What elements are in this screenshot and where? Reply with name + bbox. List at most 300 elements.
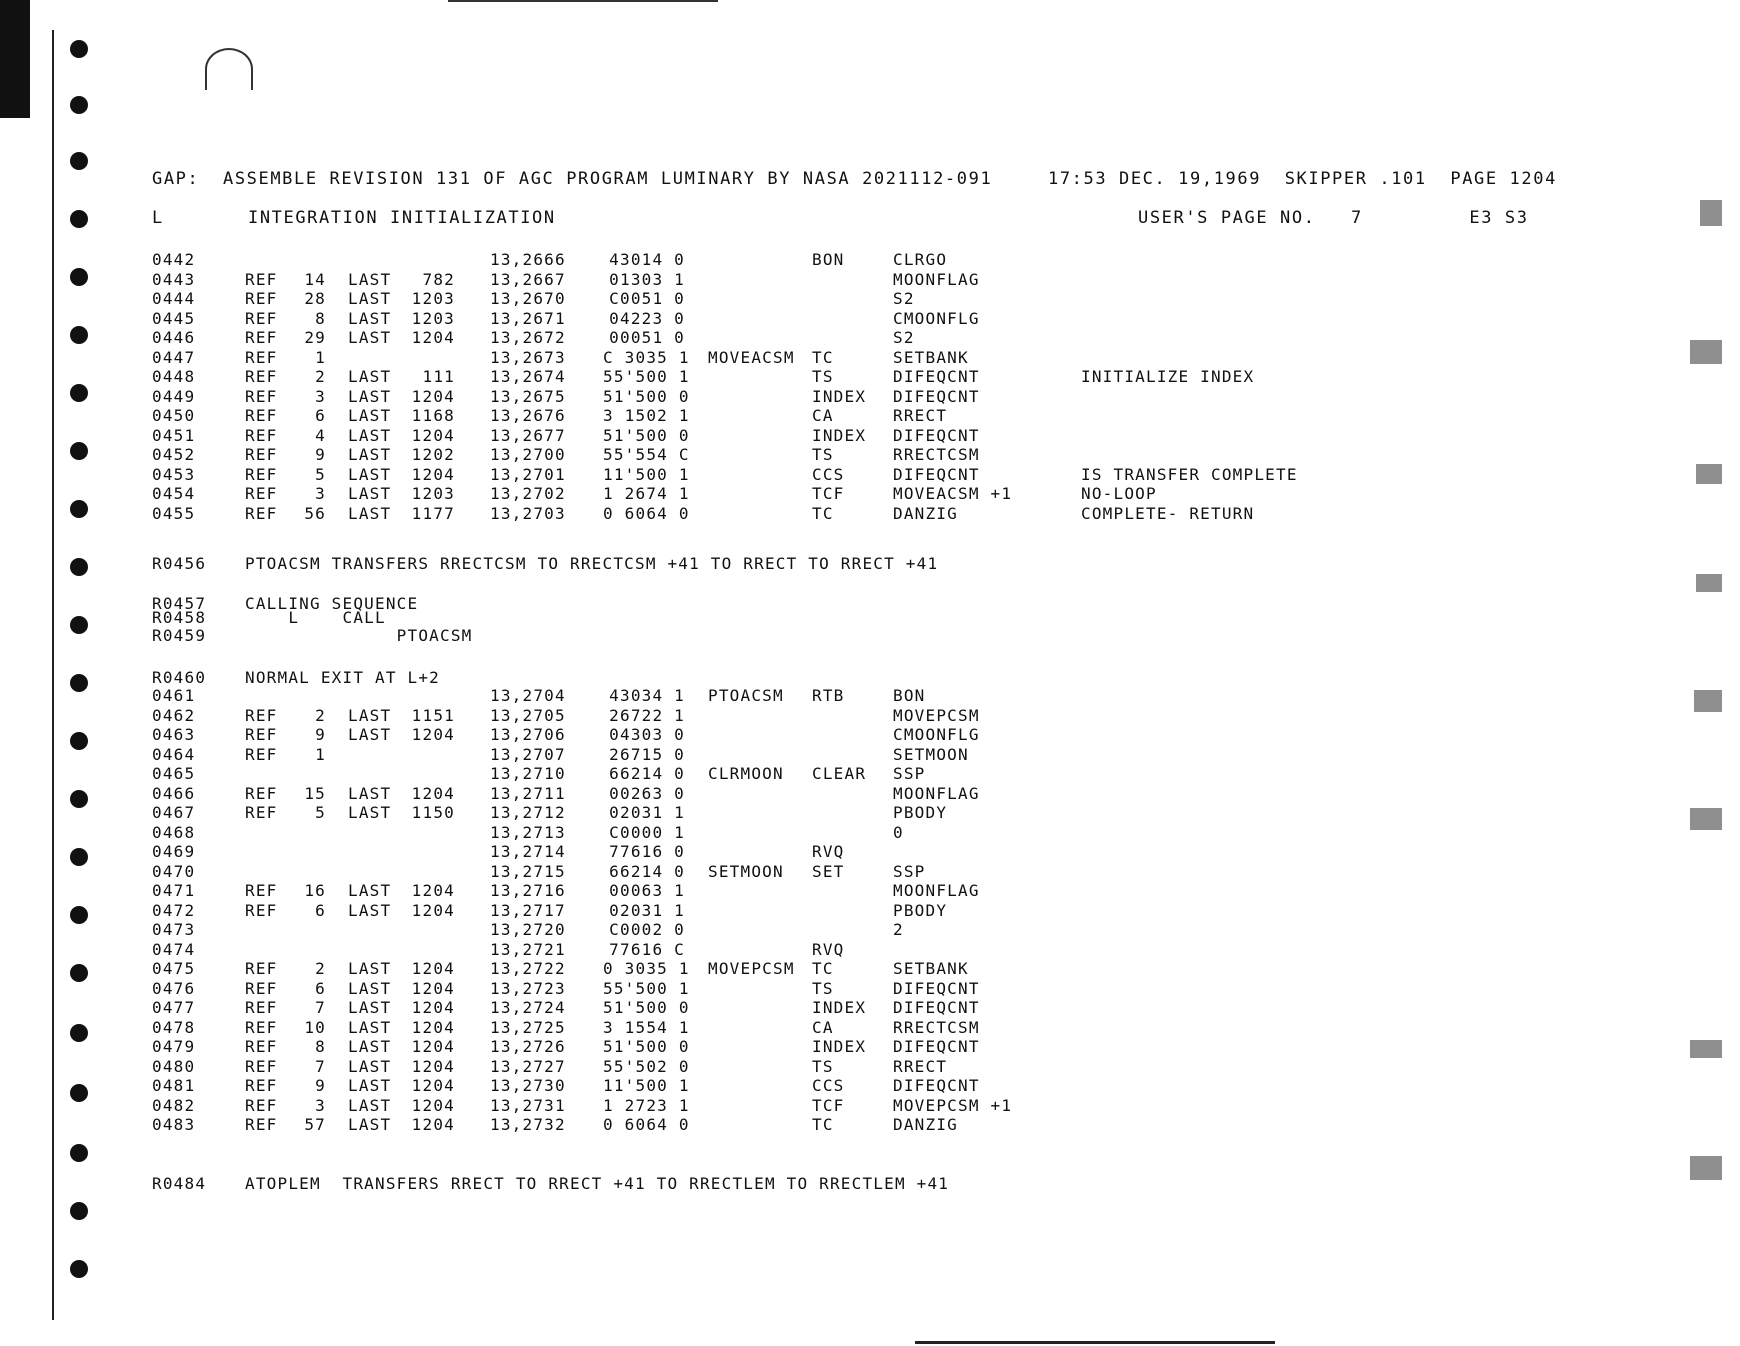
listing-row	[0, 959, 1600, 977]
cell-seq: 0474	[152, 940, 196, 959]
cell-refn: 8	[315, 1037, 326, 1056]
cell-operand: 0	[893, 823, 904, 842]
cell-seq: 0480	[152, 1057, 196, 1076]
cell-refn: 6	[315, 901, 326, 920]
cell-operand: DIFEQCNT	[893, 1076, 980, 1095]
cell-lastn: 1177	[411, 504, 455, 523]
cell-seq: 0468	[152, 823, 196, 842]
cell-ref: REF	[245, 1037, 278, 1056]
cell-op: INDEX	[812, 387, 867, 406]
cell-operand: MOVEPCSM +1	[893, 1096, 1013, 1115]
remark-seq: R0456	[152, 554, 207, 573]
cell-operand: DANZIG	[893, 1115, 958, 1134]
cell-last: LAST	[348, 901, 392, 920]
cell-ref: REF	[245, 1115, 278, 1134]
listing-row	[0, 998, 1600, 1016]
cell-refn: 6	[315, 406, 326, 425]
cell-code: 3 1554 1	[603, 1018, 690, 1037]
cell-refn: 8	[315, 309, 326, 328]
cell-seq: 0448	[152, 367, 196, 386]
cell-addr: 13,2723	[490, 979, 566, 998]
cell-ref: REF	[245, 426, 278, 445]
cell-addr: 13,2701	[490, 465, 566, 484]
cell-op: TS	[812, 445, 834, 464]
cell-last: LAST	[348, 1096, 392, 1115]
cell-lastn: 1203	[411, 484, 455, 503]
remark-seq: R0484	[152, 1174, 207, 1193]
cell-ref: REF	[245, 309, 278, 328]
listing-row	[0, 979, 1600, 997]
cell-seq: 0452	[152, 445, 196, 464]
cell-code: 51'500 0	[603, 1037, 690, 1056]
cell-ref: REF	[245, 725, 278, 744]
cell-op: SET	[812, 862, 845, 881]
cell-code: 00051 0	[609, 328, 685, 347]
cell-last: LAST	[348, 959, 392, 978]
cell-lastn: 1204	[411, 979, 455, 998]
listing-timestamp: 17:53 DEC. 19,1969 SKIPPER .101 PAGE 1204	[1048, 169, 1557, 189]
cell-refn: 10	[304, 1018, 326, 1037]
cell-operand: MOONFLAG	[893, 270, 980, 289]
listing-row	[0, 250, 1600, 268]
cell-addr: 13,2730	[490, 1076, 566, 1095]
cell-last: LAST	[348, 426, 392, 445]
cell-refn: 4	[315, 426, 326, 445]
cell-label: MOVEPCSM	[708, 959, 795, 978]
cell-operand: CMOONFLG	[893, 309, 980, 328]
listing-row	[0, 862, 1600, 880]
cell-addr: 13,2674	[490, 367, 566, 386]
cell-refn: 7	[315, 998, 326, 1017]
cell-operand: RRECT	[893, 1057, 948, 1076]
listing-row	[0, 725, 1600, 743]
cell-operand: CMOONFLG	[893, 725, 980, 744]
remark-text: L CALL	[245, 608, 386, 627]
cell-op: TCF	[812, 1096, 845, 1115]
cell-code: 0 3035 1	[603, 959, 690, 978]
cell-addr: 13,2720	[490, 920, 566, 939]
cell-refn: 28	[304, 289, 326, 308]
cell-addr: 13,2677	[490, 426, 566, 445]
cell-refn: 9	[315, 725, 326, 744]
cell-seq: 0481	[152, 1076, 196, 1095]
cell-lastn: 1204	[411, 1057, 455, 1076]
cell-addr: 13,2712	[490, 803, 566, 822]
remark-seq: R0460	[152, 668, 207, 687]
cell-operand: DIFEQCNT	[893, 998, 980, 1017]
cell-lastn: 1204	[411, 959, 455, 978]
cell-addr: 13,2724	[490, 998, 566, 1017]
cell-op: TS	[812, 1057, 834, 1076]
cell-refn: 5	[315, 465, 326, 484]
cell-ref: REF	[245, 1018, 278, 1037]
cell-code: 55'500 1	[603, 367, 690, 386]
cell-refn: 1	[315, 745, 326, 764]
listing-row	[0, 881, 1600, 899]
cell-addr: 13,2732	[490, 1115, 566, 1134]
cell-code: 55'502 0	[603, 1057, 690, 1076]
listing-row	[0, 1057, 1600, 1075]
cell-addr: 13,2716	[490, 881, 566, 900]
cell-op: TC	[812, 504, 834, 523]
remark-seq: R0457	[152, 594, 207, 613]
listing-row	[0, 426, 1600, 444]
cell-code: 55'554 C	[603, 445, 690, 464]
cell-ref: REF	[245, 270, 278, 289]
cell-lastn: 1150	[411, 803, 455, 822]
cell-last: LAST	[348, 881, 392, 900]
cell-seq: 0478	[152, 1018, 196, 1037]
cell-ref: REF	[245, 406, 278, 425]
cell-operand: SETBANK	[893, 959, 969, 978]
cell-code: 77616 0	[609, 842, 685, 861]
cell-op: INDEX	[812, 998, 867, 1017]
cell-ref: REF	[245, 387, 278, 406]
cell-code: 02031 1	[609, 803, 685, 822]
cell-last: LAST	[348, 784, 392, 803]
cell-refn: 3	[315, 484, 326, 503]
cell-code: C0002 0	[609, 920, 685, 939]
listing-row	[0, 309, 1600, 327]
cell-op: TC	[812, 1115, 834, 1134]
listing-row	[0, 289, 1600, 307]
cell-code: 11'500 1	[603, 465, 690, 484]
cell-seq: 0443	[152, 270, 196, 289]
cell-seq: 0467	[152, 803, 196, 822]
cell-ref: REF	[245, 803, 278, 822]
cell-operand: MOONFLAG	[893, 881, 980, 900]
cell-code: 04223 0	[609, 309, 685, 328]
cell-lastn: 1204	[411, 725, 455, 744]
cell-seq: 0476	[152, 979, 196, 998]
cell-ref: REF	[245, 1057, 278, 1076]
cell-ref: REF	[245, 745, 278, 764]
remark-text: PTOACSM	[245, 626, 473, 645]
cell-seq: 0466	[152, 784, 196, 803]
cell-comment: IS TRANSFER COMPLETE	[1081, 465, 1298, 484]
cell-code: 1 2674 1	[603, 484, 690, 503]
cell-operand: SSP	[893, 764, 926, 783]
cell-op: CCS	[812, 465, 845, 484]
cell-ref: REF	[245, 504, 278, 523]
cell-operand: RRECTCSM	[893, 445, 980, 464]
cell-seq: 0482	[152, 1096, 196, 1115]
cell-addr: 13,2702	[490, 484, 566, 503]
listing-row	[0, 823, 1600, 841]
cell-operand: DIFEQCNT	[893, 387, 980, 406]
cell-addr: 13,2666	[490, 250, 566, 269]
cell-op: TCF	[812, 484, 845, 503]
cell-last: LAST	[348, 1057, 392, 1076]
listing-row	[0, 901, 1600, 919]
cell-lastn: 1204	[411, 426, 455, 445]
cell-seq: 0451	[152, 426, 196, 445]
cell-code: 77616 C	[609, 940, 685, 959]
listing-row	[0, 920, 1600, 938]
cell-code: 02031 1	[609, 901, 685, 920]
listing-row	[0, 387, 1600, 405]
cell-op: CA	[812, 406, 834, 425]
cell-addr: 13,2722	[490, 959, 566, 978]
cell-operand: DANZIG	[893, 504, 958, 523]
cell-addr: 13,2671	[490, 309, 566, 328]
cell-last: LAST	[348, 504, 392, 523]
cell-seq: 0463	[152, 725, 196, 744]
cell-lastn: 1151	[411, 706, 455, 725]
cell-lastn: 1204	[411, 998, 455, 1017]
cell-ref: REF	[245, 979, 278, 998]
cell-label: PTOACSM	[708, 686, 784, 705]
cell-refn: 14	[304, 270, 326, 289]
cell-addr: 13,2714	[490, 842, 566, 861]
cell-refn: 15	[304, 784, 326, 803]
cell-op: RVQ	[812, 842, 845, 861]
listing-row	[0, 348, 1600, 366]
cell-last: LAST	[348, 465, 392, 484]
listing-row	[0, 445, 1600, 463]
cell-lastn: 1203	[411, 309, 455, 328]
listing-row	[0, 1115, 1600, 1133]
listing-row	[0, 842, 1600, 860]
cell-lastn: 1204	[411, 881, 455, 900]
cell-refn: 2	[315, 706, 326, 725]
listing-row	[0, 504, 1600, 522]
remark-text: NORMAL EXIT AT L+2	[245, 668, 440, 687]
cell-op: INDEX	[812, 1037, 867, 1056]
cell-code: 01303 1	[609, 270, 685, 289]
cell-lastn: 1204	[411, 1037, 455, 1056]
cell-seq: 0453	[152, 465, 196, 484]
cell-operand: MOVEPCSM	[893, 706, 980, 725]
cell-last: LAST	[348, 1115, 392, 1134]
cell-op: RTB	[812, 686, 845, 705]
cell-addr: 13,2725	[490, 1018, 566, 1037]
cell-refn: 2	[315, 959, 326, 978]
cell-lastn: 111	[422, 367, 455, 386]
remark-text: PTOACSM TRANSFERS RRECTCSM TO RRECTCSM +41 TO RRECT TO RRECT +41	[245, 554, 939, 573]
cell-refn: 56	[304, 504, 326, 523]
cell-operand: SETMOON	[893, 745, 969, 764]
listing-row	[0, 764, 1600, 782]
cell-operand: SETBANK	[893, 348, 969, 367]
cell-lastn: 1204	[411, 328, 455, 347]
listing-row	[0, 1096, 1600, 1114]
listing-row	[0, 1076, 1600, 1094]
cell-op: BON	[812, 250, 845, 269]
remark-text: CALLING SEQUENCE	[245, 594, 419, 613]
listing-title: GAP: ASSEMBLE REVISION 131 OF AGC PROGRAM LUMINARY BY NASA 2021112-091	[152, 169, 993, 189]
cell-last: LAST	[348, 270, 392, 289]
cell-last: LAST	[348, 445, 392, 464]
listing-row	[0, 803, 1600, 821]
cell-label: CLRMOON	[708, 764, 784, 783]
cell-refn: 6	[315, 979, 326, 998]
cell-seq: 0442	[152, 250, 196, 269]
cell-label: SETMOON	[708, 862, 784, 881]
cell-seq: 0461	[152, 686, 196, 705]
cell-operand: DIFEQCNT	[893, 979, 980, 998]
cell-seq: 0444	[152, 289, 196, 308]
cell-addr: 13,2705	[490, 706, 566, 725]
cell-code: 55'500 1	[603, 979, 690, 998]
listing-row	[0, 784, 1600, 802]
cell-seq: 0472	[152, 901, 196, 920]
cell-refn: 3	[315, 1096, 326, 1115]
cell-lastn: 1204	[411, 1076, 455, 1095]
listing-row	[0, 367, 1600, 385]
cell-ref: REF	[245, 1076, 278, 1095]
cell-code: 51'500 0	[603, 387, 690, 406]
user-page-number: USER'S PAGE NO. 7 E3 S3	[1138, 208, 1529, 228]
cell-code: 0 6064 0	[603, 1115, 690, 1134]
cell-operand: MOONFLAG	[893, 784, 980, 803]
cell-lastn: 1202	[411, 445, 455, 464]
cell-comment: NO-LOOP	[1081, 484, 1157, 503]
cell-refn: 9	[315, 1076, 326, 1095]
cell-ref: REF	[245, 959, 278, 978]
listing-row	[0, 465, 1600, 483]
cell-operand: MOVEACSM +1	[893, 484, 1013, 503]
cell-seq: 0475	[152, 959, 196, 978]
cell-operand: PBODY	[893, 803, 948, 822]
cell-seq: 0465	[152, 764, 196, 783]
cell-op: TS	[812, 367, 834, 386]
cell-seq: 0447	[152, 348, 196, 367]
cell-code: 66214 0	[609, 764, 685, 783]
cell-seq: 0449	[152, 387, 196, 406]
cell-last: LAST	[348, 998, 392, 1017]
cell-seq: 0446	[152, 328, 196, 347]
cell-refn: 29	[304, 328, 326, 347]
cell-addr: 13,2721	[490, 940, 566, 959]
cell-operand: RRECT	[893, 406, 948, 425]
cell-refn: 5	[315, 803, 326, 822]
cell-operand: BON	[893, 686, 926, 705]
cell-op: TC	[812, 348, 834, 367]
cell-operand: S2	[893, 328, 915, 347]
cell-seq: 0450	[152, 406, 196, 425]
cell-refn: 2	[315, 367, 326, 386]
cell-addr: 13,2717	[490, 901, 566, 920]
cell-ref: REF	[245, 998, 278, 1017]
cell-last: LAST	[348, 484, 392, 503]
remark-seq: R0458	[152, 608, 207, 627]
cell-addr: 13,2704	[490, 686, 566, 705]
cell-op: RVQ	[812, 940, 845, 959]
cell-seq: 0455	[152, 504, 196, 523]
cell-last: LAST	[348, 706, 392, 725]
cell-addr: 13,2700	[490, 445, 566, 464]
cell-lastn: 1204	[411, 1096, 455, 1115]
cell-last: LAST	[348, 803, 392, 822]
cell-code: 04303 0	[609, 725, 685, 744]
cell-code: 43034 1	[609, 686, 685, 705]
cell-ref: REF	[245, 484, 278, 503]
cell-lastn: 1168	[411, 406, 455, 425]
cell-ref: REF	[245, 784, 278, 803]
cell-addr: 13,2726	[490, 1037, 566, 1056]
listing-row	[0, 484, 1600, 502]
cell-addr: 13,2713	[490, 823, 566, 842]
cell-code: 00263 0	[609, 784, 685, 803]
cell-operand: DIFEQCNT	[893, 465, 980, 484]
cell-refn: 57	[304, 1115, 326, 1134]
cell-code: 51'500 0	[603, 998, 690, 1017]
cell-seq: 0464	[152, 745, 196, 764]
listing-row	[0, 940, 1600, 958]
cell-ref: REF	[245, 706, 278, 725]
listing-row	[0, 270, 1600, 288]
cell-last: LAST	[348, 1037, 392, 1056]
cell-operand: SSP	[893, 862, 926, 881]
cell-op: CLEAR	[812, 764, 867, 783]
cell-refn: 1	[315, 348, 326, 367]
cell-op: CA	[812, 1018, 834, 1037]
cell-ref: REF	[245, 328, 278, 347]
cell-op: CCS	[812, 1076, 845, 1095]
cell-code: 26722 1	[609, 706, 685, 725]
cell-last: LAST	[348, 387, 392, 406]
cell-seq: 0462	[152, 706, 196, 725]
cell-last: LAST	[348, 406, 392, 425]
cell-lastn: 1203	[411, 289, 455, 308]
cell-ref: REF	[245, 289, 278, 308]
cell-addr: 13,2673	[490, 348, 566, 367]
cell-seq: 0469	[152, 842, 196, 861]
cell-last: LAST	[348, 367, 392, 386]
cell-addr: 13,2675	[490, 387, 566, 406]
cell-last: LAST	[348, 725, 392, 744]
cell-lastn: 1204	[411, 465, 455, 484]
cell-comment: COMPLETE- RETURN	[1081, 504, 1255, 523]
cell-lastn: 1204	[411, 901, 455, 920]
remark-seq: R0459	[152, 626, 207, 645]
section-title: INTEGRATION INITIALIZATION	[248, 208, 556, 228]
cell-operand: DIFEQCNT	[893, 426, 980, 445]
cell-lastn: 1204	[411, 1115, 455, 1134]
cell-code: 0 6064 0	[603, 504, 690, 523]
cell-operand: RRECTCSM	[893, 1018, 980, 1037]
cell-refn: 16	[304, 881, 326, 900]
cell-seq: 0483	[152, 1115, 196, 1134]
cell-seq: 0479	[152, 1037, 196, 1056]
listing-row	[0, 406, 1600, 424]
cell-addr: 13,2715	[490, 862, 566, 881]
cell-lastn: 1204	[411, 1018, 455, 1037]
cell-ref: REF	[245, 465, 278, 484]
cell-code: 3 1502 1	[603, 406, 690, 425]
cell-seq: 0473	[152, 920, 196, 939]
cell-code: 43014 0	[609, 250, 685, 269]
cell-seq: 0470	[152, 862, 196, 881]
cell-op: TS	[812, 979, 834, 998]
cell-ref: REF	[245, 901, 278, 920]
cell-seq: 0454	[152, 484, 196, 503]
cell-seq: 0477	[152, 998, 196, 1017]
cell-addr: 13,2676	[490, 406, 566, 425]
cell-last: LAST	[348, 1076, 392, 1095]
cell-addr: 13,2706	[490, 725, 566, 744]
cell-refn: 3	[315, 387, 326, 406]
cell-code: C0051 0	[609, 289, 685, 308]
cell-operand: CLRGO	[893, 250, 948, 269]
listing-row	[0, 1018, 1600, 1036]
cell-code: C 3035 1	[603, 348, 690, 367]
cell-last: LAST	[348, 979, 392, 998]
cell-code: 66214 0	[609, 862, 685, 881]
cell-addr: 13,2707	[490, 745, 566, 764]
cell-seq: 0471	[152, 881, 196, 900]
